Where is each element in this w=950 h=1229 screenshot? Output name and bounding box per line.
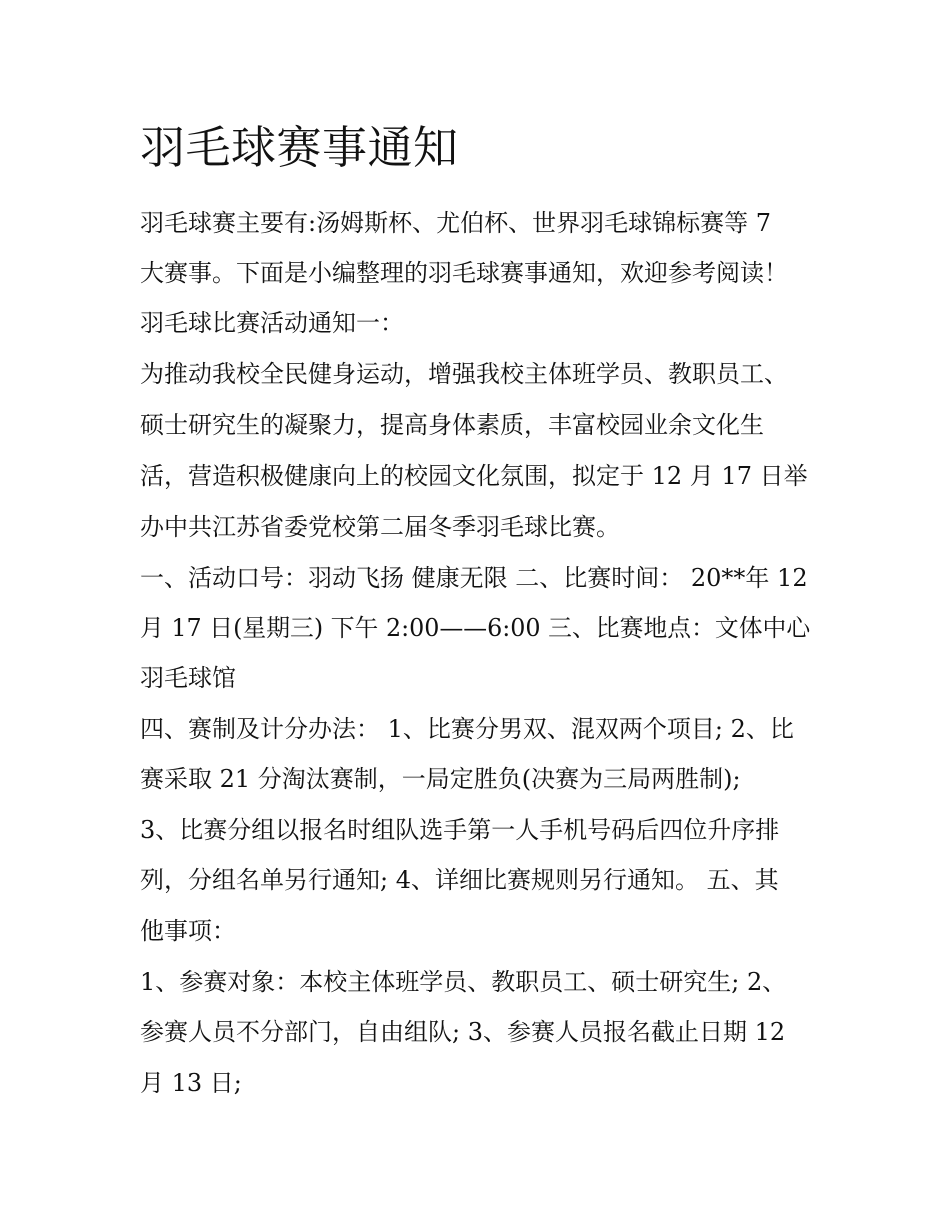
- body-line: 羽毛球比赛活动通知一：: [140, 309, 404, 337]
- body-line: 大赛事。下面是小编整理的羽毛球赛事通知，欢迎参考阅读！: [140, 259, 788, 287]
- body-line: 办中共江苏省委党校第二届冬季羽毛球比赛。: [140, 513, 620, 541]
- body-line: 1、参赛对象：本校主体班学员、教职员工、硕士研究生; 2、: [140, 968, 787, 996]
- body-line: 月 13 日;: [140, 1069, 242, 1097]
- body-line: 羽毛球馆: [140, 664, 236, 692]
- body-line: 他事项：: [140, 917, 236, 945]
- body-line: 为推动我校全民健身运动，增强我校主体班学员、教职员工、: [140, 360, 788, 388]
- body-line: 四、赛制及计分办法： 1、比赛分男双、混双两个项目; 2、比: [140, 715, 794, 743]
- body-line: 赛采取 21 分淘汰赛制，一局定胜负(决赛为三局两胜制);: [140, 765, 741, 793]
- body-line: 活，营造积极健康向上的校园文化氛围，拟定于 12 月 17 日举: [140, 462, 808, 490]
- body-line: 参赛人员不分部门，自由组队; 3、参赛人员报名截止日期 12: [140, 1018, 786, 1046]
- body-line: 列，分组名单另行通知; 4、详细比赛规则另行通知。 五、其: [140, 866, 779, 894]
- body-line: 羽毛球赛主要有:汤姆斯杯、尤伯杯、世界羽毛球锦标赛等 7: [140, 209, 771, 237]
- body-line: 3、比赛分组以报名时组队选手第一人手机号码后四位升序排: [140, 816, 780, 844]
- document-title: 羽毛球赛事通知: [140, 121, 459, 174]
- body-line: 硕士研究生的凝聚力，提高身体素质，丰富校园业余文化生: [140, 411, 764, 439]
- body-line: 一、活动口号：羽动飞扬 健康无限 二、比赛时间： 20**年 12: [140, 564, 808, 592]
- body-line: 月 17 日(星期三) 下午 2:00——6:00 三、比赛地点：文体中心: [140, 614, 811, 642]
